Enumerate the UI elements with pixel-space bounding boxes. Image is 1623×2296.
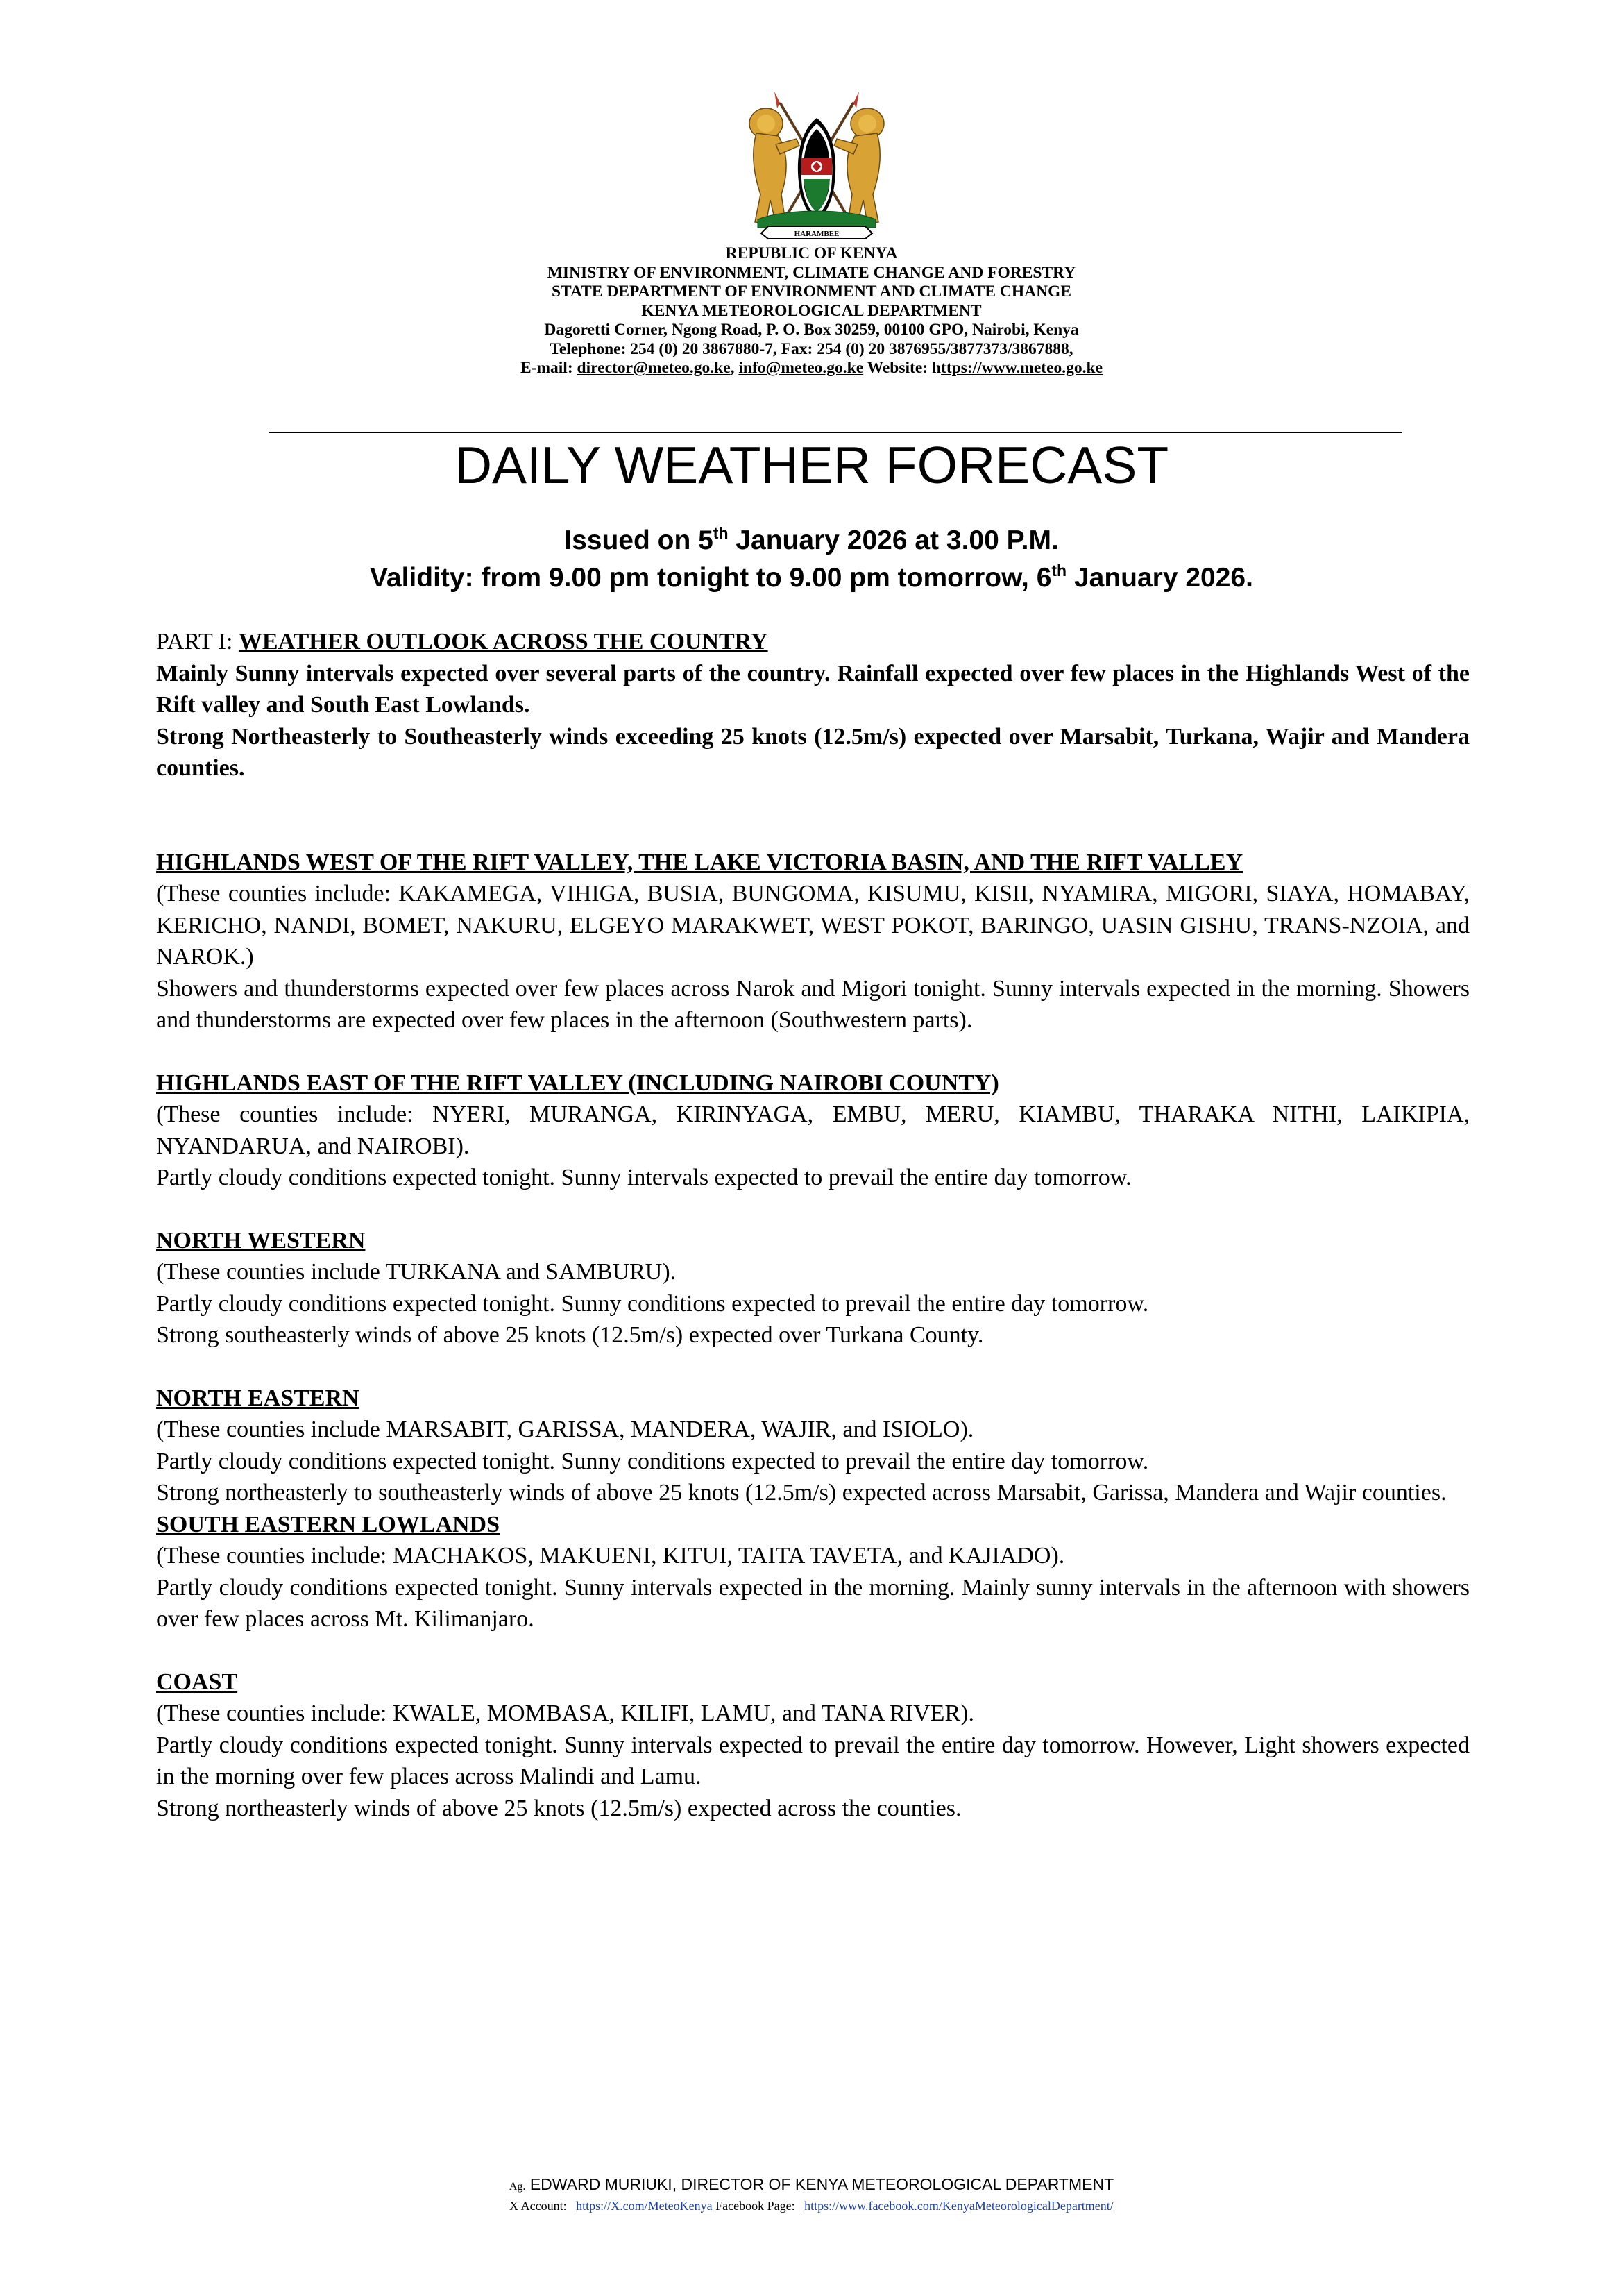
address-line: Dagoretti Corner, Ngong Road, P. O. Box 30259, 00100 GPO, Nairobi, Kenya (544, 321, 1079, 339)
contact-line: E-mail: director@meteo.go.ke, info@meteo.go.ke Website: https://www.meteo.go.ke (520, 359, 1103, 377)
region-counties: (These counties include: NYERI, MURANGA, KIRINYAGA, EMBU, MERU, KIAMBU, THARAKA NITHI, LAIKIPIA, NYANDARUA, and NAIROBI). (156, 1101, 1470, 1159)
region-wind: Strong northeasterly winds of above 25 knots (12.5m/s) expected across the counties. (156, 1795, 962, 1821)
region-forecast: Showers and thunderstorms expected over few places across Narok and Migori tonight. Sunny intervals expected in the morning. Showers and thunderstorms are expected over few places in the afternoon (Southwestern parts). (156, 975, 1470, 1033)
region-section (156, 1666, 1470, 1825)
kenya-coat-of-arms-icon (730, 90, 903, 239)
outlook-wind-paragraph: Strong Northeasterly to Southeasterly winds exceeding 25 knots (12.5m/s) expected over Marsabit, Turkana, Wajir and Mandera counties. (156, 723, 1470, 781)
region-section (156, 1383, 1470, 1509)
region-wind: Strong northeasterly to southeasterly winds of above 25 knots (12.5m/s) expected across Marsabit, Garissa, Mandera and Wajir counties. (156, 1480, 1447, 1505)
region-heading: NORTH EASTERN (156, 1385, 359, 1411)
region-counties: (These counties include MARSABIT, GARISSA, MANDERA, WAJIR, and ISIOLO). (156, 1417, 974, 1442)
website-label: Website: h (867, 359, 942, 377)
forecast-body (156, 626, 1470, 1824)
facebook-link[interactable]: https://www.facebook.com/KenyaMeteorologicalDepartment/ (804, 2199, 1114, 2213)
footer (0, 2174, 1623, 2214)
svg-text:HARAMBEE: HARAMBEE (794, 230, 840, 238)
region-section (156, 847, 1470, 1036)
facebook-label: Facebook Page: (712, 2199, 795, 2213)
region-heading: HIGHLANDS WEST OF THE RIFT VALLEY, THE LAKE VICTORIA BASIN, AND THE RIFT VALLEY (156, 849, 1243, 875)
region-forecast: Partly cloudy conditions expected tonight. Sunny conditions expected to prevail the entire day tomorrow. (156, 1448, 1149, 1474)
website-link[interactable]: ttps://www.meteo.go.ke (941, 359, 1103, 377)
region-heading: SOUTH EASTERN LOWLANDS (156, 1511, 500, 1537)
region-section (156, 1067, 1470, 1194)
region-forecast: Partly cloudy conditions expected tonight. Sunny intervals expected to prevail the entire day tomorrow. However, Light showers expected in the morning over few places across Malindi and Lamu. (156, 1732, 1470, 1789)
region-counties: (These counties include: KWALE, MOMBASA, KILIFI, LAMU, and TANA RIVER). (156, 1700, 974, 1726)
region-section (156, 1225, 1470, 1351)
region-wind: Strong southeasterly winds of above 25 knots (12.5m/s) expected over Turkana County. (156, 1322, 984, 1348)
region-heading: HIGHLANDS EAST OF THE RIFT VALLEY (INCLUDING NAIROBI COUNTY) (156, 1070, 999, 1096)
region-section (156, 1509, 1470, 1635)
email-director-link[interactable]: director@meteo.go.ke (577, 359, 731, 377)
part1-heading: PART I: WEATHER OUTLOOK ACROSS THE COUNTRY (156, 629, 768, 655)
region-forecast: Partly cloudy conditions expected tonight. Sunny intervals expected to prevail the entire day tomorrow. (156, 1165, 1132, 1190)
state-department-line: STATE DEPARTMENT OF ENVIRONMENT AND CLIMATE CHANGE (551, 282, 1072, 301)
region-counties: (These counties include TURKANA and SAMBURU). (156, 1259, 677, 1285)
social-links (0, 2197, 1623, 2214)
region-counties: (These counties include: KAKAMEGA, VIHIGA, BUSIA, BUNGOMA, KISUMU, KISII, NYAMIRA, MIGORI, SIAYA, HOMABAY, KERICHO, NANDI, BOMET, NAKURU, ELGEYO MARAKWET, WEST POKOT, BARINGO, UASIN GISHU, TRANS-NZOIA, and NAROK.) (156, 881, 1470, 970)
region-heading: COAST (156, 1669, 238, 1695)
telephone-line: Telephone: 254 (0) 20 3867880-7, Fax: 254 (0) 20 3876955/3877373/3867888, (550, 339, 1073, 358)
x-account-link[interactable]: https://X.com/MeteoKenya (576, 2199, 713, 2213)
x-account-label: X Account: (509, 2199, 567, 2213)
republic-line: REPUBLIC OF KENYA (725, 244, 898, 262)
ministry-line: MINISTRY OF ENVIRONMENT, CLIMATE CHANGE AND FORESTRY (547, 263, 1076, 282)
email-label: E-mail: (520, 359, 573, 377)
region-forecast: Partly cloudy conditions expected tonight. Sunny intervals expected in the morning. Mainly sunny intervals in the afternoon with showers over few places across Mt. Kilimanjaro. (156, 1574, 1470, 1632)
letterhead (0, 244, 1623, 378)
region-counties: (These counties include: MACHAKOS, MAKUENI, KITUI, TAITA TAVETA, and KAJIADO). (156, 1543, 1065, 1569)
department-line: KENYA METEOROLOGICAL DEPARTMENT (641, 301, 982, 320)
validity-line: Validity: from 9.00 pm tonight to 9.00 pm tomorrow, 6th January 2026. (370, 562, 1253, 593)
issue-info (0, 522, 1623, 597)
region-heading: NORTH WESTERN (156, 1227, 366, 1253)
signatory-line: Ag. EDWARD MURIUKI, DIRECTOR OF KENYA METEOROLOGICAL DEPARTMENT (509, 2175, 1114, 2193)
outlook-paragraph: Mainly Sunny intervals expected over several parts of the country. Rainfall expected over few places in the Highlands West of the Rift valley and South East Lowlands. (156, 660, 1470, 718)
issued-line: Issued on 5th January 2026 at 3.00 P.M. (564, 524, 1059, 555)
email-info-link[interactable]: info@meteo.go.ke (738, 359, 864, 377)
region-forecast: Partly cloudy conditions expected tonight. Sunny conditions expected to prevail the entire day tomorrow. (156, 1290, 1149, 1317)
page-title: DAILY WEATHER FORECAST (454, 436, 1169, 494)
